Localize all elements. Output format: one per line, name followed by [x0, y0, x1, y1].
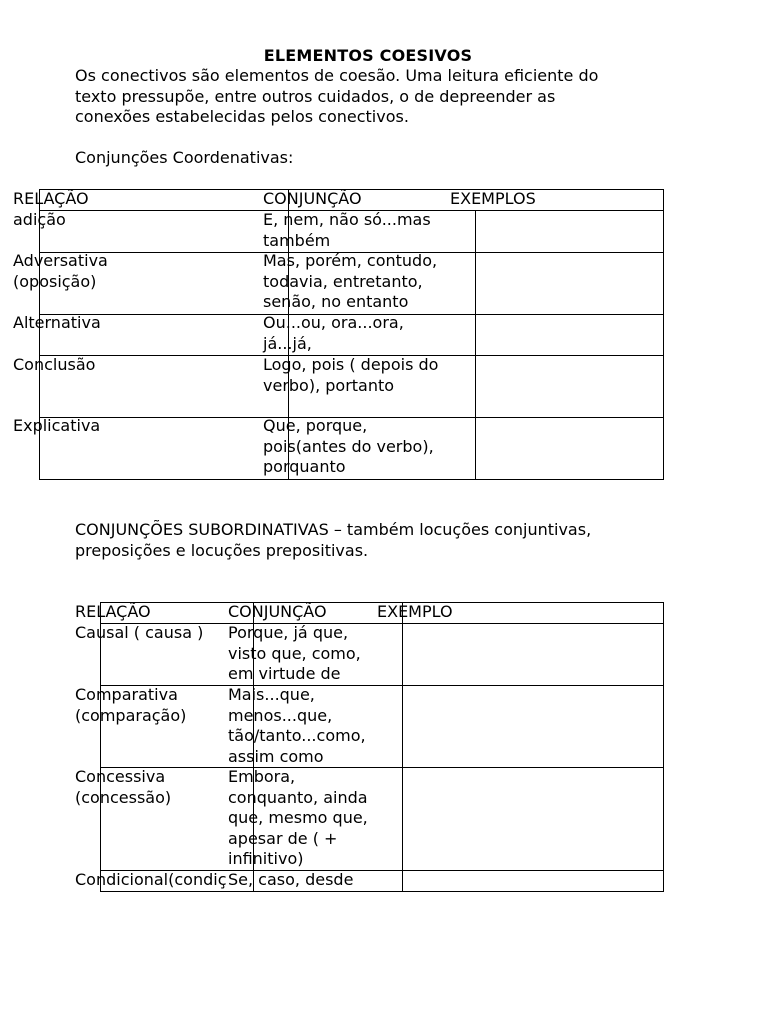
table-rule — [100, 767, 664, 768]
relation-cell: Alternativa — [13, 313, 101, 332]
conjunction-cell: Porque, já que, visto que, como, em virtude de — [228, 623, 361, 683]
conjunction-cell: Se, caso, desde — [228, 870, 354, 889]
header-relation: RELAÇÃO — [13, 189, 89, 208]
header-examples: EXEMPLOS — [450, 189, 536, 208]
intro-line: Os conectivos são elementos de coesão. Uma leitura eficiente do — [75, 66, 599, 85]
conjunction-cell: E, nem, não só...mas também — [263, 210, 431, 250]
relation-cell: Causal ( causa ) — [75, 623, 204, 642]
relation-cell: adição — [13, 210, 66, 229]
table-rule — [39, 479, 664, 480]
header-conjunction: CONJUNÇÃO — [263, 189, 362, 208]
intro-paragraph — [75, 66, 598, 128]
header-relation: RELAÇÃO — [75, 602, 151, 621]
relation-cell: Condicional(condiç — [75, 870, 227, 889]
table-rule — [402, 602, 403, 891]
table-rule — [663, 189, 664, 479]
conjunction-cell: Embora, conquanto, ainda que, mesmo que, apesar de ( + infinitivo) — [228, 767, 368, 868]
header-example: EXEMPLO — [377, 602, 453, 621]
conjunction-cell: Mais...que, menos...que, tão/tanto...como, assim como — [228, 685, 366, 766]
conjunction-cell: Logo, pois ( depois do verbo), portanto — [263, 355, 439, 395]
heading-line: CONJUNÇÕES SUBORDINATIVAS – também locuções conjuntivas, — [75, 520, 592, 539]
coordinative-heading: Conjunções Coordenativas: — [75, 148, 294, 167]
document-title: ELEMENTOS COESIVOS — [263, 46, 473, 65]
table-rule — [663, 602, 664, 891]
conjunction-cell: Mas, porém, contudo, todavia, entretanto, senão, no entanto — [263, 251, 438, 311]
relation-cell: Concessiva (concessão) — [75, 767, 172, 807]
intro-line: conexões estabelecidas pelos conectivos. — [75, 107, 409, 126]
table-rule — [100, 891, 664, 892]
table-rule — [100, 602, 101, 891]
header-conjunction: CONJUNÇÃO — [228, 602, 327, 621]
relation-cell: Explicativa — [13, 416, 101, 435]
conjunction-cell: Que, porque, pois(antes do verbo), porquanto — [263, 416, 434, 476]
conjunction-cell: Ou...ou, ora...ora, já...já, — [263, 313, 404, 353]
relation-cell: Conclusão — [13, 355, 96, 374]
relation-cell: Comparativa (comparação) — [75, 685, 187, 725]
intro-line: texto pressupõe, entre outros cuidados, o de depreender as — [75, 86, 556, 106]
heading-line: preposições e locuções prepositivas. — [75, 540, 369, 560]
subordinative-heading — [75, 520, 591, 561]
table-rule — [475, 210, 476, 479]
relation-cell: Adversativa (oposição) — [13, 251, 108, 291]
